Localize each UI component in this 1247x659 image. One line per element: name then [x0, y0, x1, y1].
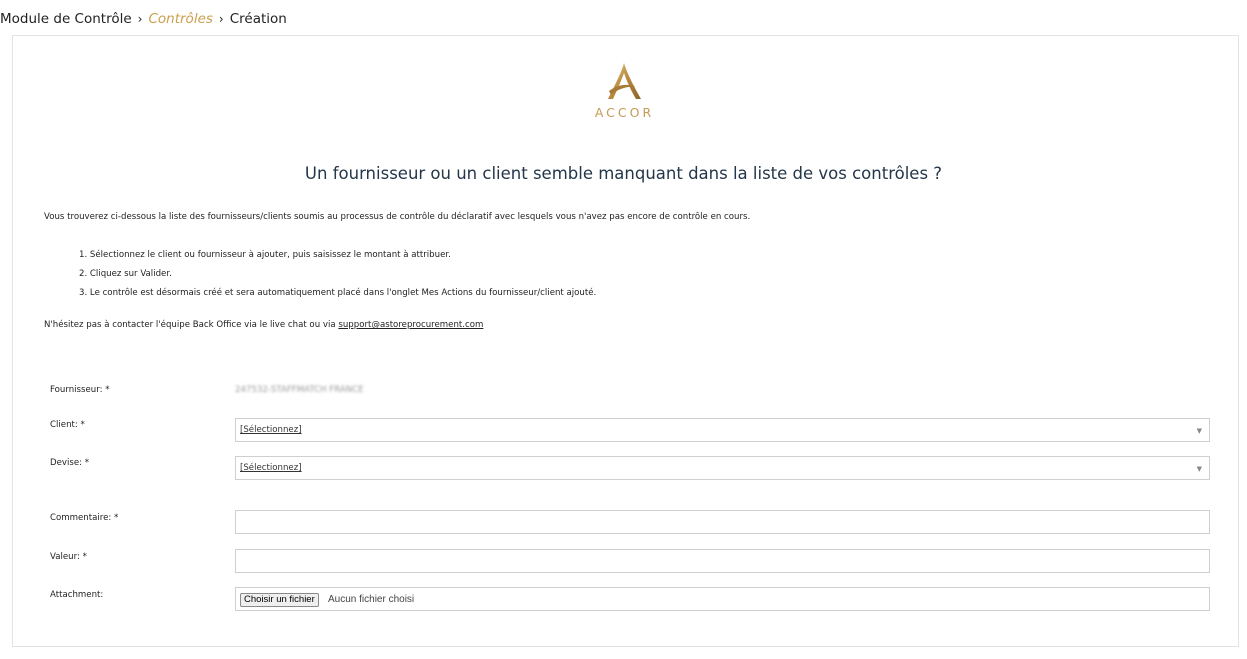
file-status: Aucun fichier choisi: [328, 594, 415, 605]
currency-label: Devise: *: [50, 458, 90, 468]
supplier-value: 247532-STAFFMATCH FRANCE: [235, 385, 364, 395]
comment-label: Commentaire: *: [50, 513, 119, 523]
choose-file-button[interactable]: Choisir un fichier: [240, 593, 319, 607]
attachment-field: [235, 587, 1210, 611]
chevron-down-icon: ▼: [1196, 427, 1202, 435]
breadcrumb-item-creation: Création: [229, 11, 287, 27]
accor-logo: [583, 61, 663, 131]
attachment-label: Attachment:: [50, 590, 104, 600]
instruction-step: 1. Sélectionnez le client ou fournisseur à ajouter, puis saisissez le montant à attribuer.: [79, 250, 451, 260]
intro-text: Vous trouverez ci-dessous la liste des fournisseurs/clients soumis au processus de contrôle du déclaratif avec lesquels vous n'avez pas encore de contrôle en cours.: [44, 212, 751, 222]
contact-message: N'hésitez pas à contacter l'équipe Back Office via le live chat ou via: [44, 320, 339, 330]
support-email-link[interactable]: support@astoreprocurement.com: [338, 320, 484, 330]
value-label: Valeur: *: [50, 552, 87, 562]
chevron-down-icon: ▼: [1196, 465, 1202, 473]
client-select-value: [Sélectionnez]: [240, 425, 302, 435]
instructions-list: [79, 246, 596, 303]
chevron-right-icon: ›: [218, 12, 224, 26]
comment-input[interactable]: [235, 510, 1210, 534]
client-select[interactable]: [235, 418, 1210, 442]
value-input[interactable]: [235, 549, 1210, 573]
instruction-step: 3. Le contrôle est désormais créé et sera automatiquement placé dans l'onglet Mes Actions du fournisseur/client ajouté.: [79, 288, 597, 298]
logo-text: ACCOR: [594, 105, 655, 120]
accor-logo-icon: [603, 61, 643, 103]
currency-select[interactable]: [235, 456, 1210, 480]
breadcrumb-item-controles[interactable]: Contrôles: [148, 11, 213, 27]
supplier-label: Fournisseur: *: [50, 385, 110, 395]
currency-select-value: [Sélectionnez]: [240, 463, 302, 473]
contact-text: [44, 320, 483, 330]
breadcrumb-item-module[interactable]: Module de Contrôle: [0, 11, 132, 27]
breadcrumb: [0, 11, 287, 27]
client-label: Client: *: [50, 420, 85, 430]
chevron-right-icon: ›: [137, 12, 143, 26]
instruction-step: 2. Cliquez sur Valider.: [79, 269, 172, 279]
page-title: Un fournisseur ou un client semble manquant dans la liste de vos contrôles ?: [304, 164, 943, 183]
